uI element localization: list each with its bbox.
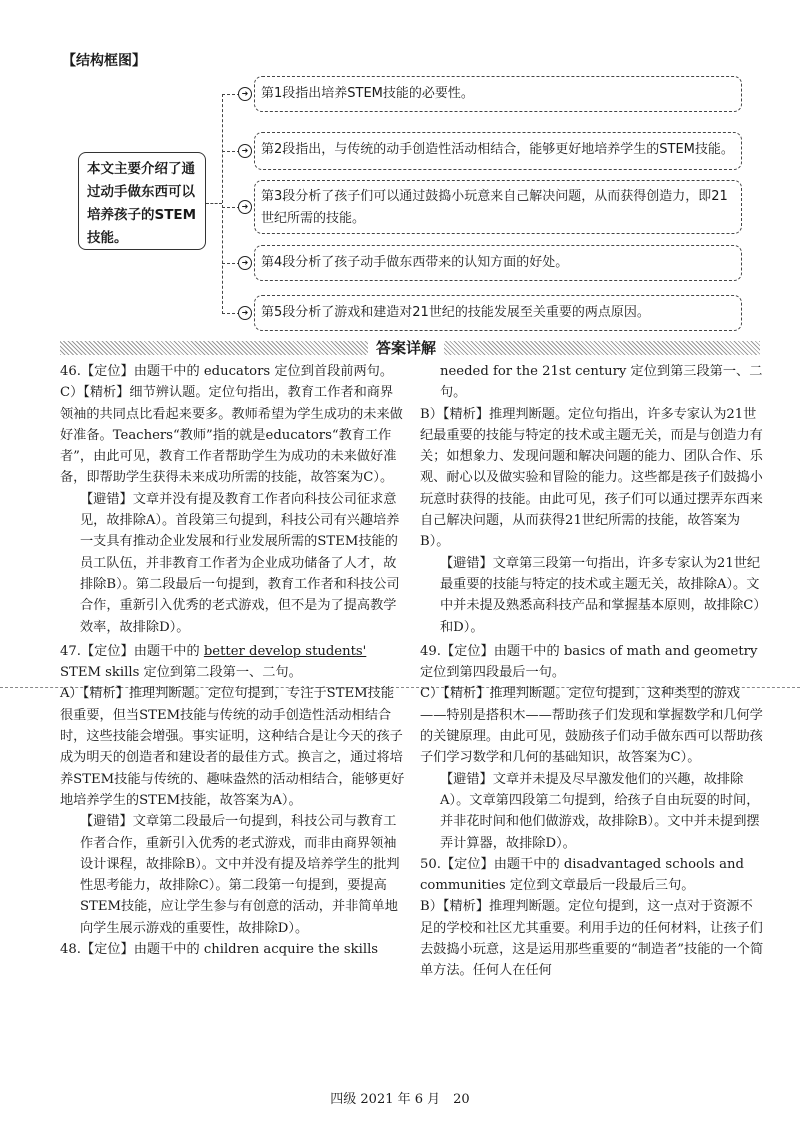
paragraph-box-4: 第4段分析了孩子动手做东西带来的认知方面的好处。	[254, 245, 742, 281]
right-column	[420, 361, 765, 982]
q47-locate-underline: better develop students'	[203, 643, 367, 659]
paragraph-box-5: 第5段分析了游戏和建造对21世纪的技能发展至关重要的两点原因。	[254, 295, 742, 331]
q50-locate: 50.【定位】由题干中的 disadvantaged schools and communities 定位到文章最后一段最后三句。	[420, 856, 744, 894]
structure-title: 【结构框图】	[62, 53, 146, 69]
q47-analysis: A）【精析】推理判断题。定位句提到，专注于STEM技能很重要，但当STEM技能与传统的动手创造性活动相结合时，这些技能会增强。事实证明，这种结合是让今天的孩子成为明天的创造者和建设者的最佳方式。换言之，通过将培养STEM技能与传统的、趣味盎然的活动相结合，能够更好地培养学生的STEM技能，故答案为A）。	[60, 686, 405, 808]
paragraph-box-1: 第1段指出培养STEM技能的必要性。	[254, 76, 742, 112]
q48-analysis: B）【精析】推理判断题。定位句指出，许多专家认为21世纪最重要的技能与特定的技术或主题无关，而是与创造力有关；如想象力、发现问题和解决问题的能力、团队合作、乐观、耐心以及做实验和冒险的能力。这些都是孩子们鼓捣小玩意时获得的技能。由此可见，孩子们可以通过摆弄东西来自己解决问题，从而获得21世纪所需的技能，故答案为B）。	[420, 406, 763, 550]
q48-locate-cont: needed for the 21st century 定位到第三段第一、二句。	[440, 364, 763, 401]
arrow-icon: ➜	[238, 144, 252, 158]
arrow-icon: ➜	[238, 306, 252, 320]
section-title-answers: 答案详解	[368, 337, 444, 358]
q48-locate: 48.【定位】由题干中的 children acquire the skills	[60, 942, 379, 958]
q47-avoid: 【避错】文章第二段最后一句提到，科技公司与教育工作者合作，重新引入优秀的老式游戏，而非由商界领袖设计课程，故排除B）。文中并没有提及培养学生的批判性思考能力，故排除C）。第二段第一句提到，要提高STEM技能，应让学生参与有创意的活动，并非简单地向学生展示游戏的重要性，故排除D）。	[80, 814, 400, 936]
arrow-icon: ➜	[238, 87, 252, 101]
q48-avoid: 【避错】文章第三段第一句指出，许多专家认为21世纪最重要的技能与特定的技术或主题无关，故排除A）。文中并未提及熟悉高科技产品和掌握基本原则，故排除C）和D）。	[440, 555, 761, 635]
q46-analysis: C）【精析】细节辨认题。定位句指出，教育工作者和商界领袖的共同点比看起来要多。教师希望为学生成功的未来做好准备。Teachers“教师”指的就是educators“教育工作者”，由此可见，教育工作者帮助学生为成功的未来做好准备，即帮助学生获得未来成功所需的技能，故答案为C）。	[60, 385, 403, 486]
q47-locate	[60, 641, 405, 684]
q49-analysis: C）【精析】推理判断题。定位句提到，这种类型的游戏——特别是搭积木——帮助孩子们发现和掌握数学和几何学的关键原理。由此可见，鼓励孩子们动手做东西可以帮助孩子们学习数学和几何的基础知识，故答案为C）。	[420, 686, 763, 766]
q46-locate: 46.【定位】由题干中的 educators 定位到首段前两句。	[60, 364, 394, 379]
arrow-icon: ➜	[238, 200, 252, 214]
tree-branch-summary	[206, 203, 222, 204]
q49-locate: 49.【定位】由题干中的 basics of math and geometry 定位到第四段最后一句。	[420, 643, 758, 681]
paragraph-box-3: 第3段分析了孩子们可以通过鼓捣小玩意来自己解决问题，从而获得创造力，即21世纪所需的技能。	[254, 180, 742, 234]
q50-analysis: B）【精析】推理判断题。定位句提到，这一点对于资源不足的学校和社区尤其重要。利用手边的任何材料，让孩子们去鼓捣小玩意，这是运用那些重要的“制造者”技能的一个简单方法。任何人在任何	[420, 899, 764, 979]
page-footer: 四级 2021 年 6 月 20	[330, 1092, 470, 1107]
arrow-icon: ➜	[238, 256, 252, 270]
tree-trunk	[222, 94, 223, 314]
q49-avoid: 【避错】文章并未提及尽早激发他们的兴趣，故排除A）。文章第四段第二句提到，给孩子自由玩耍的时间，并非花时间和他们做游戏，故排除B）。文中并未提到摆弄计算器，故排除D）。	[440, 771, 760, 851]
q46-avoid: 【避错】文章并没有提及教育工作者向科技公司征求意见，故排除A）。首段第三句提到，科技公司有兴趣培养一支具有推动企业发展和行业发展所需的STEM技能的员工队伍，并非教育工作者为企业成功储备了人才，故排除B）。第二段最后一句提到，教育工作者和科技公司合作，重新引入优秀的老式游戏，但不是为了提高教学效率，故排除D）。	[80, 491, 400, 635]
left-column	[60, 361, 405, 960]
q47-locate-a: 47.【定位】由题干中的	[60, 643, 204, 659]
paragraph-box-2: 第2段指出，与传统的动手创造性活动相结合，能够更好地培养学生的STEM技能。	[254, 132, 742, 170]
summary-box: 本文主要介绍了通过动手做东西可以培养孩子的STEM技能。	[78, 152, 206, 250]
q47-locate-b: STEM skills 定位到第二段第一、二句。	[60, 665, 302, 681]
